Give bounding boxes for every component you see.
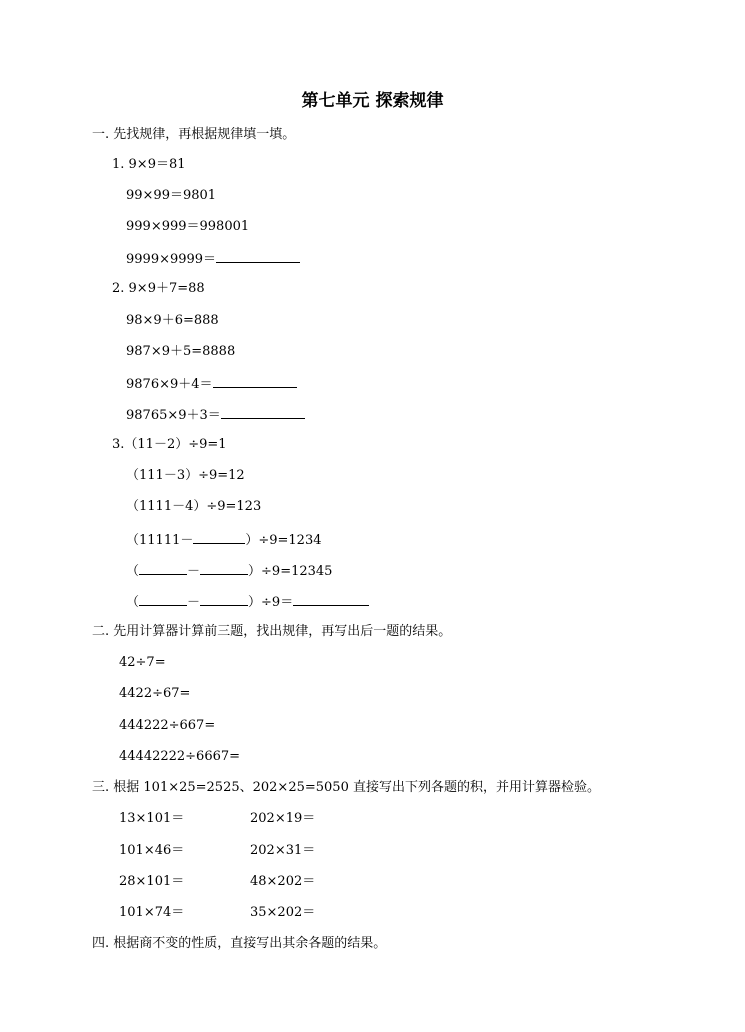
q2-line-1: 2. 9×9＋7=88 [112, 281, 205, 296]
s3-right-3: 48×202＝ [250, 874, 316, 889]
answer-blank[interactable] [139, 562, 187, 575]
answer-blank[interactable] [293, 593, 369, 606]
section-2-heading: 二. 先用计算器计算前三题，找出规律，再写出后一题的结果。 [92, 624, 452, 639]
answer-blank[interactable] [221, 406, 305, 419]
section-4-heading: 四. 根据商不变的性质，直接写出其余各题的结果。 [92, 936, 387, 951]
section-3-heading: 三. 根据 101×25=2525、202×25=5050 直接写出下列各题的积，并用计算器检验。 [92, 780, 600, 795]
s3-left-3: 28×101＝ [119, 874, 185, 889]
q3-line-6 [126, 593, 369, 611]
s2-item-3: 444222÷667= [119, 718, 216, 733]
q3-line-6-pre: （ [126, 595, 140, 610]
q3-line-2: （111－3）÷9=12 [126, 468, 245, 483]
q2-line-4-text: 9876×9＋4＝ [126, 377, 213, 392]
q3-line-6-post: ）÷9＝ [248, 595, 294, 610]
q1-line-4 [126, 250, 300, 268]
q1-line-1: 1. 9×9＝81 [112, 157, 186, 172]
section-1-heading: 一. 先找规律，再根据规律填一填。 [92, 127, 296, 142]
s3-right-4: 35×202＝ [250, 905, 316, 920]
q3-line-5-pre: （ [126, 564, 140, 579]
q2-line-5 [126, 406, 305, 424]
page-title: 第七单元 探索规律 [301, 91, 444, 111]
q3-line-5 [126, 562, 332, 580]
answer-blank[interactable] [193, 531, 245, 544]
q3-line-4-post: ）÷9=1234 [245, 533, 322, 548]
q2-line-2: 98×9＋6=888 [126, 313, 219, 328]
q3-line-4 [126, 531, 322, 549]
s2-item-1: 42÷7= [119, 655, 166, 670]
answer-blank[interactable] [200, 593, 248, 606]
answer-blank[interactable] [139, 593, 187, 606]
q3-line-5-mid: － [187, 564, 201, 579]
q1-line-2: 99×99＝9801 [126, 188, 217, 203]
q2-line-3: 987×9＋5=8888 [126, 344, 236, 359]
s2-item-2: 4422÷67= [119, 686, 191, 701]
q1-line-4-text: 9999×9999＝ [126, 252, 217, 267]
answer-blank[interactable] [216, 250, 300, 263]
s3-left-2: 101×46＝ [119, 843, 185, 858]
q1-line-3: 999×999＝998001 [126, 219, 250, 234]
q3-line-1: 3.（11－2）÷9=1 [112, 437, 227, 452]
s3-right-1: 202×19＝ [250, 811, 316, 826]
s3-right-2: 202×31＝ [250, 843, 316, 858]
q2-line-4 [126, 375, 297, 393]
q3-line-6-mid: － [187, 595, 201, 610]
answer-blank[interactable] [200, 562, 248, 575]
answer-blank[interactable] [213, 375, 297, 388]
q3-line-5-post: ）÷9=12345 [248, 564, 333, 579]
q3-line-4-pre: （11111－ [126, 533, 194, 548]
q3-line-3: （1111－4）÷9=123 [126, 499, 262, 514]
s2-item-4: 44442222÷6667= [119, 749, 241, 764]
q2-line-5-text: 98765×9＋3＝ [126, 408, 221, 423]
s3-left-4: 101×74＝ [119, 905, 185, 920]
s3-left-1: 13×101＝ [119, 811, 185, 826]
